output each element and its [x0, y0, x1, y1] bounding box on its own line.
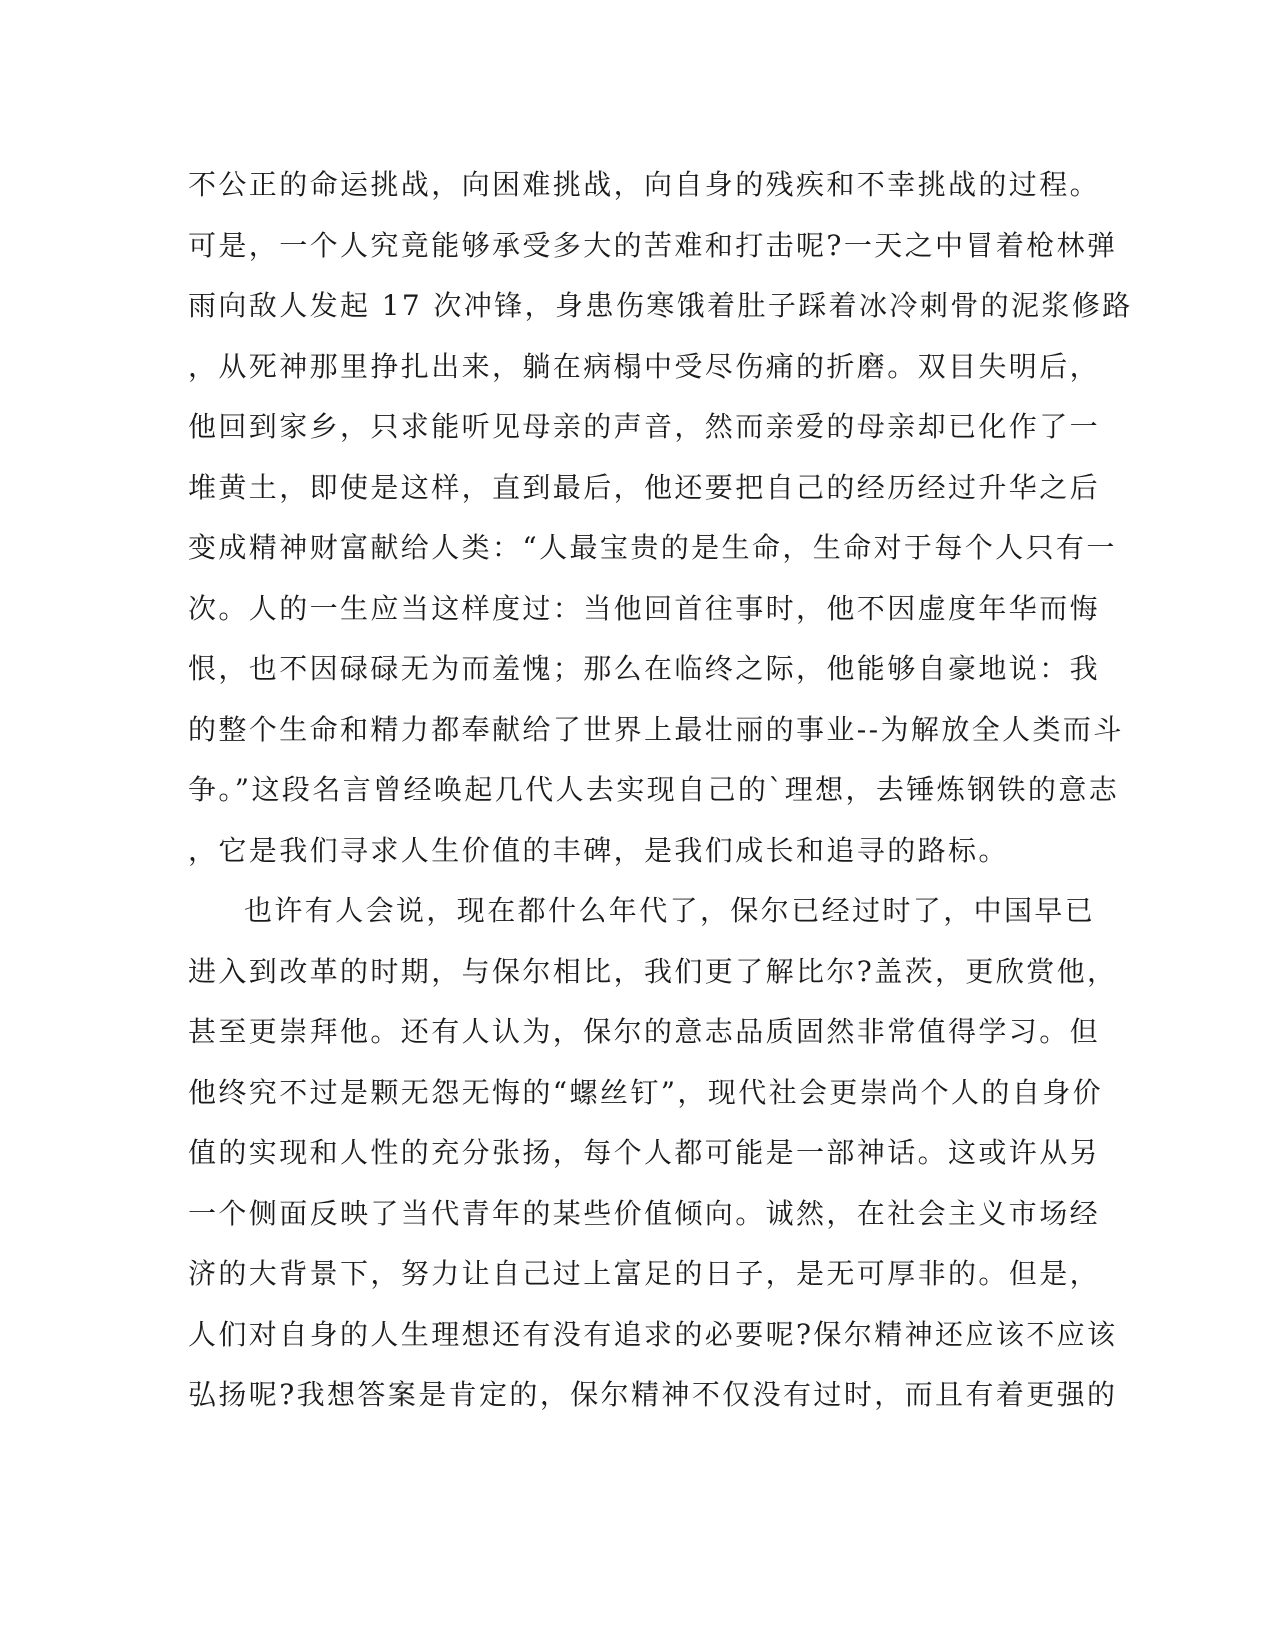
text-line: 次。人的一生应当这样度过：当他回首往事时，他不因虚度年华而悔 [188, 591, 1101, 625]
text-line: 进入到改革的时期，与保尔相比，我们更了解比尔?盖茨，更欣赏他， [188, 954, 1118, 988]
text-line: 他终究不过是颗无怨无悔的“螺丝钉”，现代社会更崇尚个人的自身价 [188, 1075, 1104, 1109]
text-line: 的整个生命和精力都奉献给了世界上最壮丽的事业--为解放全人类而斗 [188, 712, 1124, 746]
text-line: 他回到家乡，只求能听见母亲的声音，然而亲爱的母亲却已化作了一 [188, 410, 1101, 443]
body-text [188, 155, 1133, 1426]
text-line: 人们对自身的人生理想还有没有追求的必要呢?保尔精神还应该不应该 [188, 1317, 1118, 1351]
text-line: 弘扬呢?我想答案是肯定的，保尔精神不仅没有过时，而且有着更强的 [188, 1378, 1118, 1411]
text-line: ，它是我们寻求人生价值的丰碑，是我们成长和追寻的路标。 [188, 833, 1009, 867]
text-line: 变成精神财富献给人类：“人最宝贵的是生命，生命对于每个人只有一 [188, 531, 1117, 564]
text-line: 恨，也不因碌碌无为而羞愧；那么在临终之际，他能够自豪地说：我 [188, 652, 1101, 685]
paragraph-start-line: 也许有人会说，现在都什么年代了，保尔已经过时了，中国早已 [244, 894, 1096, 927]
text-line: 雨向敌人发起 17 次冲锋，身患伤寒饿着肚子踩着冰冷刺骨的泥浆修路 [188, 289, 1133, 322]
text-line: 值的实现和人性的充分张扬，每个人都可能是一部神话。这或许从另 [188, 1136, 1101, 1169]
text-line: 争。”这段名言曾经唤起几代人去实现自己的`理想，去锤炼钢铁的意志 [188, 773, 1120, 806]
text-line: 甚至更崇拜他。还有人认为，保尔的意志品质固然非常值得学习。但 [188, 1015, 1101, 1048]
text-line: 一个侧面反映了当代青年的某些价值倾向。诚然，在社会主义市场经 [188, 1196, 1101, 1230]
text-line: ，从死神那里挣扎出来，躺在病榻中受尽伤痛的折磨。双目失明后， [188, 349, 1101, 383]
text-line: 堆黄土，即使是这样，直到最后，他还要把自己的经历经过升华之后 [188, 470, 1101, 504]
text-line: 不公正的命运挑战，向困难挑战，向自身的残疾和不幸挑战的过程。 [188, 168, 1101, 201]
text-line: 可是，一个人究竟能够承受多大的苦难和打击呢?一天之中冒着枪林弹 [188, 228, 1118, 262]
text-line: 济的大背景下，努力让自己过上富足的日子，是无可厚非的。但是， [188, 1257, 1101, 1290]
